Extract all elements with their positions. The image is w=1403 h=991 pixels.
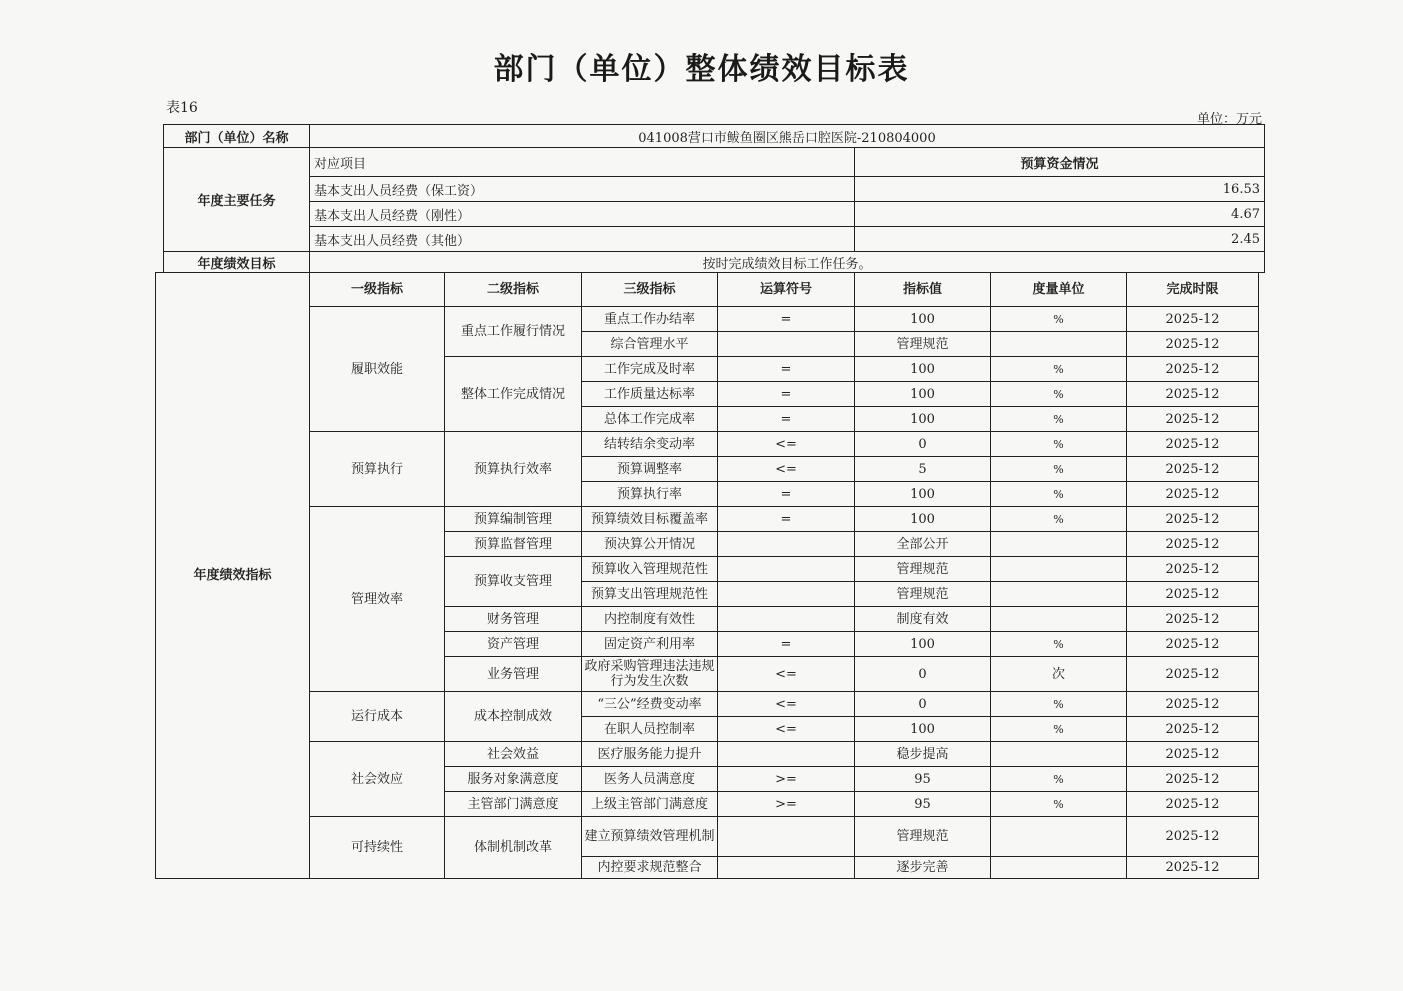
level2-cell: 业务管理 (445, 657, 582, 692)
level3-cell: 结转结余变动率 (582, 432, 718, 457)
level1-cell: 可持续性 (310, 817, 445, 879)
operator-cell: = (718, 357, 855, 382)
unit-cell: % (991, 407, 1127, 432)
deadline-cell: 2025-12 (1127, 792, 1259, 817)
level3-cell: 预算执行率 (582, 482, 718, 507)
level2-cell: 主管部门满意度 (445, 792, 582, 817)
deadline-cell: 2025-12 (1127, 532, 1259, 557)
level3-cell: 预算调整率 (582, 457, 718, 482)
dept-label: 部门（单位）名称 (164, 125, 310, 148)
operator-cell (718, 332, 855, 357)
level2-cell: 体制机制改革 (445, 817, 582, 879)
deadline-cell: 2025-12 (1127, 742, 1259, 767)
deadline-cell: 2025-12 (1127, 857, 1259, 879)
task-amount: 16.53 (855, 177, 1265, 202)
deadline-cell: 2025-12 (1127, 332, 1259, 357)
deadline-cell: 2025-12 (1127, 432, 1259, 457)
operator-cell: = (718, 382, 855, 407)
level2-cell: 服务对象满意度 (445, 767, 582, 792)
value-cell: 100 (855, 632, 991, 657)
unit-cell (991, 557, 1127, 582)
level2-cell: 财务管理 (445, 607, 582, 632)
level2-cell: 预算收支管理 (445, 557, 582, 607)
header-value: 指标值 (855, 273, 991, 307)
deadline-cell: 2025-12 (1127, 357, 1259, 382)
value-cell: 100 (855, 407, 991, 432)
unit-cell: % (991, 432, 1127, 457)
operator-cell: = (718, 632, 855, 657)
operator-cell: = (718, 507, 855, 532)
deadline-cell: 2025-12 (1127, 817, 1259, 857)
value-cell: 稳步提高 (855, 742, 991, 767)
task-item: 基本支出人员经费（保工资） (310, 177, 855, 202)
task-item: 基本支出人员经费（刚性） (310, 202, 855, 227)
operator-cell: <= (718, 432, 855, 457)
task-amount: 4.67 (855, 202, 1265, 227)
level3-cell: 建立预算绩效管理机制 (582, 817, 718, 857)
level3-cell: 工作完成及时率 (582, 357, 718, 382)
indicator-label: 年度绩效指标 (156, 273, 310, 879)
level3-cell: 政府采购管理违法违规行为发生次数 (582, 657, 718, 692)
value-cell: 100 (855, 382, 991, 407)
deadline-cell: 2025-12 (1127, 632, 1259, 657)
operator-cell: >= (718, 767, 855, 792)
level1-cell: 管理效率 (310, 507, 445, 692)
deadline-cell: 2025-12 (1127, 767, 1259, 792)
operator-cell (718, 817, 855, 857)
task-item: 基本支出人员经费（其他） (310, 227, 855, 252)
level3-cell: 固定资产利用率 (582, 632, 718, 657)
value-cell: 管理规范 (855, 817, 991, 857)
unit-cell (991, 607, 1127, 632)
level2-cell: 整体工作完成情况 (445, 357, 582, 432)
value-cell: 0 (855, 432, 991, 457)
unit-label: 单位：万元 (1196, 112, 1262, 127)
indicator-table (155, 272, 1259, 879)
deadline-cell: 2025-12 (1127, 407, 1259, 432)
unit-cell: % (991, 632, 1127, 657)
page-title: 部门（单位）整体绩效目标表 (493, 52, 910, 87)
value-cell: 5 (855, 457, 991, 482)
level2-cell: 资产管理 (445, 632, 582, 657)
level2-cell: 成本控制成效 (445, 692, 582, 742)
operator-cell: <= (718, 692, 855, 717)
operator-cell: = (718, 407, 855, 432)
header-level2: 二级指标 (445, 273, 582, 307)
task-amount: 2.45 (855, 227, 1265, 252)
level3-cell: 预算绩效目标覆盖率 (582, 507, 718, 532)
value-cell: 100 (855, 307, 991, 332)
value-cell: 0 (855, 657, 991, 692)
deadline-cell: 2025-12 (1127, 482, 1259, 507)
table-number: 表16 (166, 100, 198, 116)
unit-cell: % (991, 357, 1127, 382)
level1-cell: 履职效能 (310, 307, 445, 432)
level3-cell: 综合管理水平 (582, 332, 718, 357)
operator-cell: <= (718, 717, 855, 742)
unit-cell (991, 817, 1127, 857)
operator-cell (718, 607, 855, 632)
level2-cell: 预算执行效率 (445, 432, 582, 507)
goal-label: 年度绩效目标 (164, 252, 310, 273)
value-cell: 95 (855, 792, 991, 817)
header-level3: 三级指标 (582, 273, 718, 307)
level3-cell: 在职人员控制率 (582, 717, 718, 742)
operator-cell (718, 857, 855, 879)
unit-cell: % (991, 482, 1127, 507)
operator-cell (718, 582, 855, 607)
operator-cell (718, 557, 855, 582)
operator-cell: >= (718, 792, 855, 817)
value-cell: 制度有效 (855, 607, 991, 632)
summary-table (163, 124, 1265, 273)
value-cell: 管理规范 (855, 557, 991, 582)
deadline-cell: 2025-12 (1127, 582, 1259, 607)
unit-cell: 次 (991, 657, 1127, 692)
deadline-cell: 2025-12 (1127, 607, 1259, 632)
deadline-cell: 2025-12 (1127, 717, 1259, 742)
level1-cell: 预算执行 (310, 432, 445, 507)
deadline-cell: 2025-12 (1127, 557, 1259, 582)
deadline-cell: 2025-12 (1127, 307, 1259, 332)
level3-cell: 内控制度有效性 (582, 607, 718, 632)
unit-cell: % (991, 307, 1127, 332)
level1-cell: 运行成本 (310, 692, 445, 742)
value-cell: 100 (855, 507, 991, 532)
unit-cell (991, 582, 1127, 607)
unit-cell (991, 857, 1127, 879)
budget-column-header: 预算资金情况 (855, 148, 1265, 177)
deadline-cell: 2025-12 (1127, 657, 1259, 692)
unit-cell: % (991, 792, 1127, 817)
level2-cell: 重点工作履行情况 (445, 307, 582, 357)
header-unit: 度量单位 (991, 273, 1127, 307)
unit-cell: % (991, 692, 1127, 717)
project-column-header: 对应项目 (310, 148, 855, 177)
value-cell: 100 (855, 717, 991, 742)
level3-cell: “三公”经费变动率 (582, 692, 718, 717)
unit-cell: % (991, 382, 1127, 407)
value-cell: 100 (855, 357, 991, 382)
header-level1: 一级指标 (310, 273, 445, 307)
operator-cell: <= (718, 657, 855, 692)
level3-cell: 上级主管部门满意度 (582, 792, 718, 817)
level3-cell: 医务人员满意度 (582, 767, 718, 792)
value-cell: 95 (855, 767, 991, 792)
unit-cell (991, 332, 1127, 357)
value-cell: 全部公开 (855, 532, 991, 557)
unit-cell (991, 742, 1127, 767)
deadline-cell: 2025-12 (1127, 507, 1259, 532)
level2-cell: 预算编制管理 (445, 507, 582, 532)
level3-cell: 工作质量达标率 (582, 382, 718, 407)
value-cell: 管理规范 (855, 582, 991, 607)
level3-cell: 内控要求规范整合 (582, 857, 718, 879)
value-cell: 逐步完善 (855, 857, 991, 879)
level3-cell: 预决算公开情况 (582, 532, 718, 557)
level1-cell: 社会效应 (310, 742, 445, 817)
operator-cell (718, 532, 855, 557)
value-cell: 0 (855, 692, 991, 717)
unit-cell: % (991, 717, 1127, 742)
operator-cell: = (718, 307, 855, 332)
header-operator: 运算符号 (718, 273, 855, 307)
dept-value: 041008营口市鲅鱼圈区熊岳口腔医院-210804000 (310, 125, 1265, 148)
unit-cell: % (991, 507, 1127, 532)
level2-cell: 社会效益 (445, 742, 582, 767)
deadline-cell: 2025-12 (1127, 382, 1259, 407)
value-cell: 100 (855, 482, 991, 507)
unit-cell (991, 532, 1127, 557)
deadline-cell: 2025-12 (1127, 457, 1259, 482)
unit-cell: % (991, 767, 1127, 792)
deadline-cell: 2025-12 (1127, 692, 1259, 717)
annual-task-label: 年度主要任务 (164, 148, 310, 252)
level3-cell: 总体工作完成率 (582, 407, 718, 432)
level3-cell: 预算收入管理规范性 (582, 557, 718, 582)
goal-value: 按时完成绩效目标工作任务。 (310, 252, 1265, 273)
operator-cell: = (718, 482, 855, 507)
level3-cell: 预算支出管理规范性 (582, 582, 718, 607)
value-cell: 管理规范 (855, 332, 991, 357)
level3-cell: 医疗服务能力提升 (582, 742, 718, 767)
operator-cell: <= (718, 457, 855, 482)
level3-cell: 重点工作办结率 (582, 307, 718, 332)
header-deadline: 完成时限 (1127, 273, 1259, 307)
level2-cell: 预算监督管理 (445, 532, 582, 557)
unit-cell: % (991, 457, 1127, 482)
operator-cell (718, 742, 855, 767)
